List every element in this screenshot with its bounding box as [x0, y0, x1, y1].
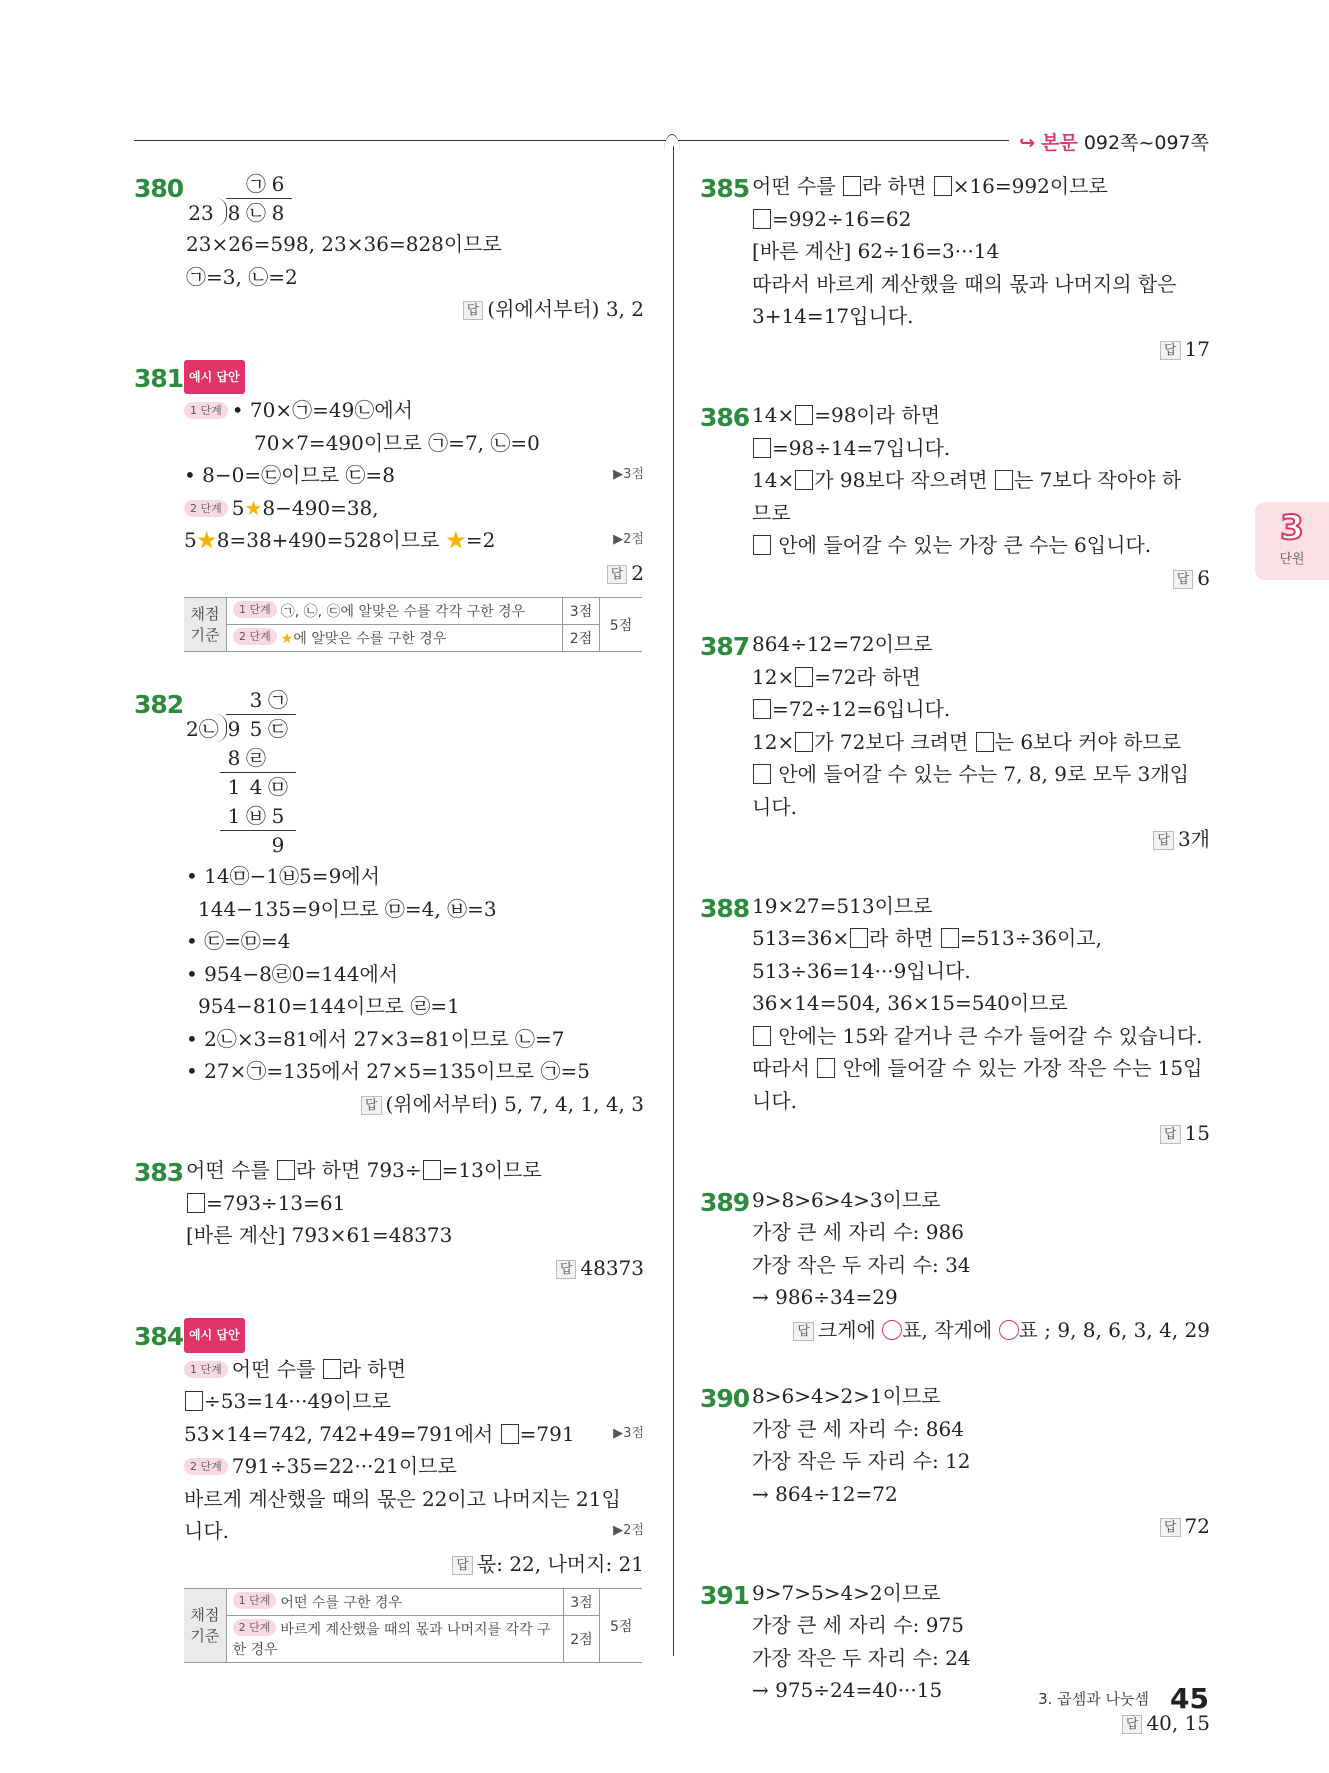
solution-text: 라 하면	[862, 174, 927, 198]
problem-number: 380	[134, 174, 184, 203]
chapter-tab-label: 단원	[1279, 552, 1305, 567]
blank-box	[795, 405, 813, 425]
left-column	[134, 170, 644, 1697]
solution-text: 8−490=38,	[262, 495, 379, 520]
answer-text: 2	[631, 560, 644, 585]
solution-text: 안에 들어갈 수 있는 가장 큰 수는 6입니다.	[778, 533, 1152, 557]
solution-line: 864÷12=72이므로	[752, 632, 933, 656]
solution-text: 5	[184, 528, 197, 552]
scoring-criterion	[227, 625, 563, 652]
header-notch	[664, 134, 680, 151]
blank-box	[501, 1424, 519, 1444]
problem-number: 391	[700, 1580, 750, 1610]
chapter-title: 3. 곱셈과 나눗셈	[1038, 1690, 1149, 1708]
solution-line: [바른 계산] 793×61=48373	[186, 1223, 453, 1247]
step-badge: 2 단계	[233, 628, 277, 645]
answer	[186, 293, 644, 326]
answer-text: 3개	[1177, 827, 1210, 851]
solution-line: 36×14=504, 36×15=540이므로	[752, 991, 1068, 1015]
circle-mark-icon	[882, 1320, 902, 1340]
answer-mark: 답	[1122, 1715, 1143, 1734]
working-digit: ㉣	[246, 746, 266, 770]
solution-text: =793÷13=61	[206, 1190, 346, 1215]
answer-text: 크게에	[817, 1317, 876, 1342]
problem-389	[700, 1184, 1210, 1347]
solution-text: 53×14=742, 742+49=791에서	[184, 1421, 494, 1446]
solution-text: 어떤 수를	[752, 174, 836, 198]
quotient-digit: ㉠	[268, 688, 288, 712]
problem-number: 387	[700, 632, 750, 661]
solution-text: =98이라 하면	[814, 403, 941, 427]
solution-text: ×16=992이므로	[952, 174, 1108, 198]
scoring-criterion	[226, 1616, 563, 1663]
step-badge: 2 단계	[233, 1619, 277, 1636]
solution-line: 9>8>6>4>3이므로	[752, 1187, 941, 1212]
long-division	[186, 686, 326, 860]
solution-line: 따라서 바르게 계산했을 때의 몫과 나머지의 합은	[752, 271, 1177, 296]
solution-text: ÷53=14···49이므로	[204, 1389, 391, 1413]
quotient-digit: 6	[271, 172, 285, 196]
solution-line: 9>7>5>4>2이므로	[752, 1580, 941, 1605]
working-digit: ㉤	[268, 775, 288, 799]
blank-box	[753, 699, 771, 719]
solution-text: 513=36×	[752, 926, 850, 950]
criterion-points: 2점	[563, 625, 600, 652]
blank-box	[795, 732, 813, 752]
blank-box	[941, 928, 959, 948]
solution-line: 니다.	[752, 1088, 797, 1113]
criterion-points: 3점	[563, 1589, 600, 1616]
solution-line: 70×7=490이므로 ㉠=7, ㉡=0	[254, 430, 540, 455]
points-marker: ▶3점	[613, 1425, 644, 1441]
return-arrow-icon: ↪	[1019, 132, 1036, 154]
solution-text: =98÷14=7입니다.	[772, 435, 951, 460]
solution-text: 라 하면	[341, 1356, 407, 1381]
criterion-text: ㉠, ㉡, ㉢에 알맞은 수를 각각 구한 경우	[280, 604, 526, 620]
solution-text: 12×	[752, 664, 795, 689]
solution-line: 바르게 계산했을 때의 몫은 22이고 나머지는 21입	[184, 1486, 621, 1511]
solution-line: • 2㉡×3=81에서 27×3=81이므로 ㉡=7	[186, 1026, 565, 1051]
blank-box	[187, 1193, 205, 1213]
solution-line: 23×26=598, 23×36=828이므로	[186, 232, 502, 256]
solution-text: =791	[519, 1421, 575, 1446]
problem-number: 386	[700, 403, 750, 432]
scoring-criterion	[226, 1589, 563, 1616]
example-answer-tag: 예시 답안	[184, 360, 245, 395]
answer-mark: 답	[1153, 831, 1174, 850]
dividend-digit: 8	[227, 201, 241, 225]
answer-mark: 답	[361, 1096, 382, 1115]
blank-box	[185, 1391, 203, 1411]
blank-box	[277, 1160, 295, 1180]
scoring-criterion	[227, 598, 563, 625]
dividend-digit: 8	[271, 201, 285, 225]
problem-number: 388	[700, 893, 750, 923]
solution-line: 19×27=513이므로	[752, 893, 933, 918]
solution-text: 안에 들어갈 수 있는 가장 작은 수는 15입	[842, 1056, 1203, 1080]
solution-text: 안에 들어갈 수 있는 수는 7, 8, 9로 모두 3개입	[778, 762, 1189, 786]
solution-line: → 986÷34=29	[752, 1285, 898, 1309]
answer	[186, 1252, 644, 1285]
solution-line: ㉠=3, ㉡=2	[186, 264, 298, 289]
column-divider	[673, 146, 674, 1656]
answer-text: 표, 작게에	[902, 1317, 993, 1342]
answer-text: 표 ; 9, 8, 6, 3, 4, 29	[1018, 1317, 1210, 1342]
blank-box	[817, 1058, 835, 1078]
solution-text: 따라서	[752, 1056, 810, 1080]
points-marker: ▶3점	[613, 467, 644, 482]
problem-number: 382	[134, 690, 184, 719]
answer	[752, 333, 1210, 366]
problem-384	[134, 1318, 644, 1663]
answer	[752, 823, 1210, 856]
dividend-digit: ㉢	[268, 717, 288, 741]
circle-mark-icon	[999, 1320, 1019, 1340]
solution-text: 라 하면 793÷	[296, 1158, 422, 1182]
scoring-header: 채점 기준	[184, 598, 227, 652]
answer-mark: 답	[793, 1322, 814, 1341]
scoring-header: 채점 기준	[184, 1589, 226, 1663]
answer-mark: 답	[452, 1556, 473, 1575]
answer-mark: 답	[1160, 1125, 1181, 1144]
dividend-digit: ㉡	[246, 201, 266, 225]
points-marker: ▶2점	[613, 1523, 644, 1538]
working-digit: ㉥	[246, 804, 266, 828]
star-icon: ★	[244, 495, 263, 520]
solution-text: 는 6보다 커야 하므로	[994, 729, 1182, 754]
blank-box	[934, 176, 952, 196]
answer-mark: 답	[1160, 341, 1181, 360]
solution-text: =72라 하면	[814, 664, 921, 689]
answer	[184, 1548, 644, 1581]
blank-box	[753, 209, 771, 229]
solution-text: 791÷35=22···21이므로	[231, 1454, 457, 1478]
step-badge: 2 단계	[184, 500, 228, 517]
answer-text: 몫: 22, 나머지: 21	[476, 1551, 644, 1576]
answer-mark: 답	[607, 565, 628, 584]
chapter-number: 3	[1280, 508, 1304, 548]
solution-line: 513÷36=14···9입니다.	[752, 958, 971, 983]
solution-text: =72÷12=6입니다.	[772, 697, 951, 721]
problem-386	[700, 399, 1210, 594]
problem-388	[700, 890, 1210, 1150]
quotient-digit: 3	[249, 688, 263, 712]
solution-line: 니다.	[752, 794, 797, 819]
solution-line: 954−810=144이므로 ㉣=1	[198, 994, 460, 1018]
answer-mark: 답	[1173, 570, 1194, 589]
solution-line: 므로	[752, 500, 791, 525]
solution-text: 14×	[752, 403, 795, 427]
dividend-digit: 9	[227, 717, 241, 741]
solution-text: 8=38+490=528이므로	[216, 528, 440, 552]
total-points: 5점	[600, 598, 643, 652]
blank-box	[850, 928, 868, 948]
solution-line: 가장 작은 두 자리 수: 34	[752, 1252, 971, 1277]
solution-text: 는 7보다 작아야 하	[1013, 468, 1182, 492]
solution-line: • 27×㉠=135에서 27×5=135이므로 ㉠=5	[186, 1059, 590, 1083]
solution-line: 가장 큰 세 자리 수: 864	[752, 1416, 964, 1441]
solution-text: =992÷16=62	[772, 206, 912, 231]
answer	[752, 562, 1210, 595]
answer	[752, 1314, 1210, 1347]
answer-text: (위에서부터) 3, 2	[487, 297, 644, 321]
blank-box	[795, 667, 813, 687]
criterion-points: 2점	[563, 1616, 600, 1663]
page-footer	[1038, 1682, 1209, 1715]
solution-line: 8>6>4>2>1이므로	[752, 1384, 941, 1408]
blank-box	[423, 1160, 441, 1180]
remainder-digit: 9	[271, 833, 285, 857]
solution-text: =2	[465, 528, 496, 552]
solution-text: 가 98보다 작으려면	[814, 468, 988, 492]
answer-text: 48373	[580, 1255, 644, 1280]
solution-line: [바른 계산] 62÷16=3···14	[752, 239, 1000, 263]
chapter-side-tab	[1255, 502, 1329, 580]
blank-box	[976, 732, 994, 752]
solution-text: 안에는 15와 같거나 큰 수가 들어갈 수 있습니다.	[778, 1023, 1203, 1048]
answer-mark: 답	[463, 301, 484, 320]
blank-box	[843, 176, 861, 196]
blank-box	[753, 438, 771, 458]
answer-text: 72	[1184, 1514, 1210, 1538]
reference-range: 092쪽~097쪽	[1083, 132, 1209, 154]
solution-text: 어떤 수를	[186, 1158, 270, 1182]
answer	[186, 1088, 644, 1121]
quotient-digit: ㉠	[246, 172, 266, 196]
star-icon: ★	[196, 528, 217, 552]
answer-mark: 답	[1160, 1518, 1181, 1537]
solution-text: 니다.	[184, 1519, 229, 1543]
step-badge: 1 단계	[184, 402, 228, 419]
solution-line: • 8−0=㉢이므로 ㉢=8	[184, 463, 395, 487]
solution-line: • ㉢=㉤=4	[186, 929, 291, 953]
answer	[752, 1510, 1210, 1543]
star-icon: ★	[445, 528, 466, 552]
divisor: 2㉡	[186, 717, 219, 741]
working-digit: 4	[249, 775, 263, 799]
page-reference	[1009, 128, 1209, 155]
problem-382	[134, 686, 644, 1120]
working-digit: 8	[227, 746, 241, 770]
solution-line: 가장 작은 두 자리 수: 12	[752, 1449, 971, 1473]
criterion-points: 3점	[563, 598, 600, 625]
solution-line: → 975÷24=40···15	[752, 1678, 943, 1702]
solution-line: • 70×㉠=49㉡에서	[231, 398, 413, 422]
step-badge: 1 단계	[233, 601, 277, 618]
problem-381	[134, 360, 644, 653]
long-division	[186, 170, 326, 228]
working-digit: 1	[227, 804, 241, 828]
answer	[184, 557, 644, 590]
scoring-table	[184, 597, 642, 652]
step-badge: 2 단계	[184, 1458, 228, 1475]
problem-385	[700, 170, 1210, 365]
blank-box	[995, 470, 1013, 490]
criterion-text: 바르게 계산했을 때의 몫과 나머지를 각각 구한 경우	[232, 1622, 551, 1658]
solution-line: • 954−8㉣0=144에서	[186, 961, 399, 986]
answer-text: 6	[1197, 565, 1210, 590]
problem-number: 384	[134, 1322, 184, 1351]
problem-number: 390	[700, 1384, 750, 1413]
solution-line: • 14㉤−1㉥5=9에서	[186, 864, 380, 888]
problem-387	[700, 628, 1210, 856]
reference-label: 본문	[1041, 132, 1078, 154]
working-digit: 5	[271, 804, 285, 828]
problem-number: 381	[134, 363, 184, 393]
answer-text: (위에서부터) 5, 7, 4, 1, 4, 3	[385, 1091, 644, 1116]
step-badge: 1 단계	[233, 1592, 277, 1609]
problem-380	[134, 170, 644, 326]
problem-number: 389	[700, 1187, 750, 1217]
answer-mark: 답	[556, 1260, 577, 1279]
solution-line: 144−135=9이므로 ㉤=4, ㉥=3	[198, 896, 497, 921]
solution-text: 가 72보다 크려면	[814, 729, 969, 754]
working-digit: 1	[227, 775, 241, 799]
solution-text: 14×	[752, 468, 795, 492]
problem-383	[134, 1154, 644, 1284]
total-points: 5점	[600, 1589, 642, 1663]
example-answer-tag: 예시 답안	[184, 1318, 245, 1353]
answer	[752, 1117, 1210, 1150]
blank-box	[753, 764, 771, 784]
solution-line: → 864÷12=72	[752, 1481, 898, 1506]
solution-line: 3+14=17입니다.	[752, 304, 914, 328]
dividend-digit: 5	[249, 717, 263, 741]
right-column	[700, 170, 1210, 1773]
answer-text: 40, 15	[1146, 1710, 1210, 1735]
criterion-text: 어떤 수를 구한 경우	[280, 1595, 402, 1611]
solution-text: 라 하면	[869, 926, 934, 950]
solution-line: 가장 큰 세 자리 수: 975	[752, 1613, 964, 1637]
blank-box	[323, 1359, 341, 1379]
solution-text: =13이므로	[441, 1158, 542, 1182]
solution-line: 가장 큰 세 자리 수: 986	[752, 1220, 964, 1244]
answer-text: 17	[1184, 336, 1210, 361]
scoring-table	[184, 1588, 642, 1663]
solution-text: =513÷36이고,	[959, 926, 1102, 950]
blank-box	[795, 470, 813, 490]
solution-text: 어떤 수를	[231, 1356, 316, 1381]
solution-line: 가장 작은 두 자리 수: 24	[752, 1645, 971, 1670]
blank-box	[753, 535, 771, 555]
problem-number: 383	[134, 1158, 184, 1187]
divisor: 23	[188, 201, 214, 225]
solution-text: 5	[231, 495, 245, 520]
points-marker: ▶2점	[613, 532, 644, 547]
step-badge: 1 단계	[184, 1361, 228, 1378]
solution-text: 12×	[752, 729, 795, 754]
star-icon: ★	[280, 631, 294, 647]
criterion-text: 에 알맞은 수를 구한 경우	[293, 631, 447, 647]
problem-390	[700, 1380, 1210, 1543]
problem-number: 385	[700, 174, 750, 203]
answer-text: 15	[1184, 1121, 1210, 1145]
blank-box	[753, 1026, 771, 1046]
page-number: 45	[1170, 1682, 1209, 1715]
